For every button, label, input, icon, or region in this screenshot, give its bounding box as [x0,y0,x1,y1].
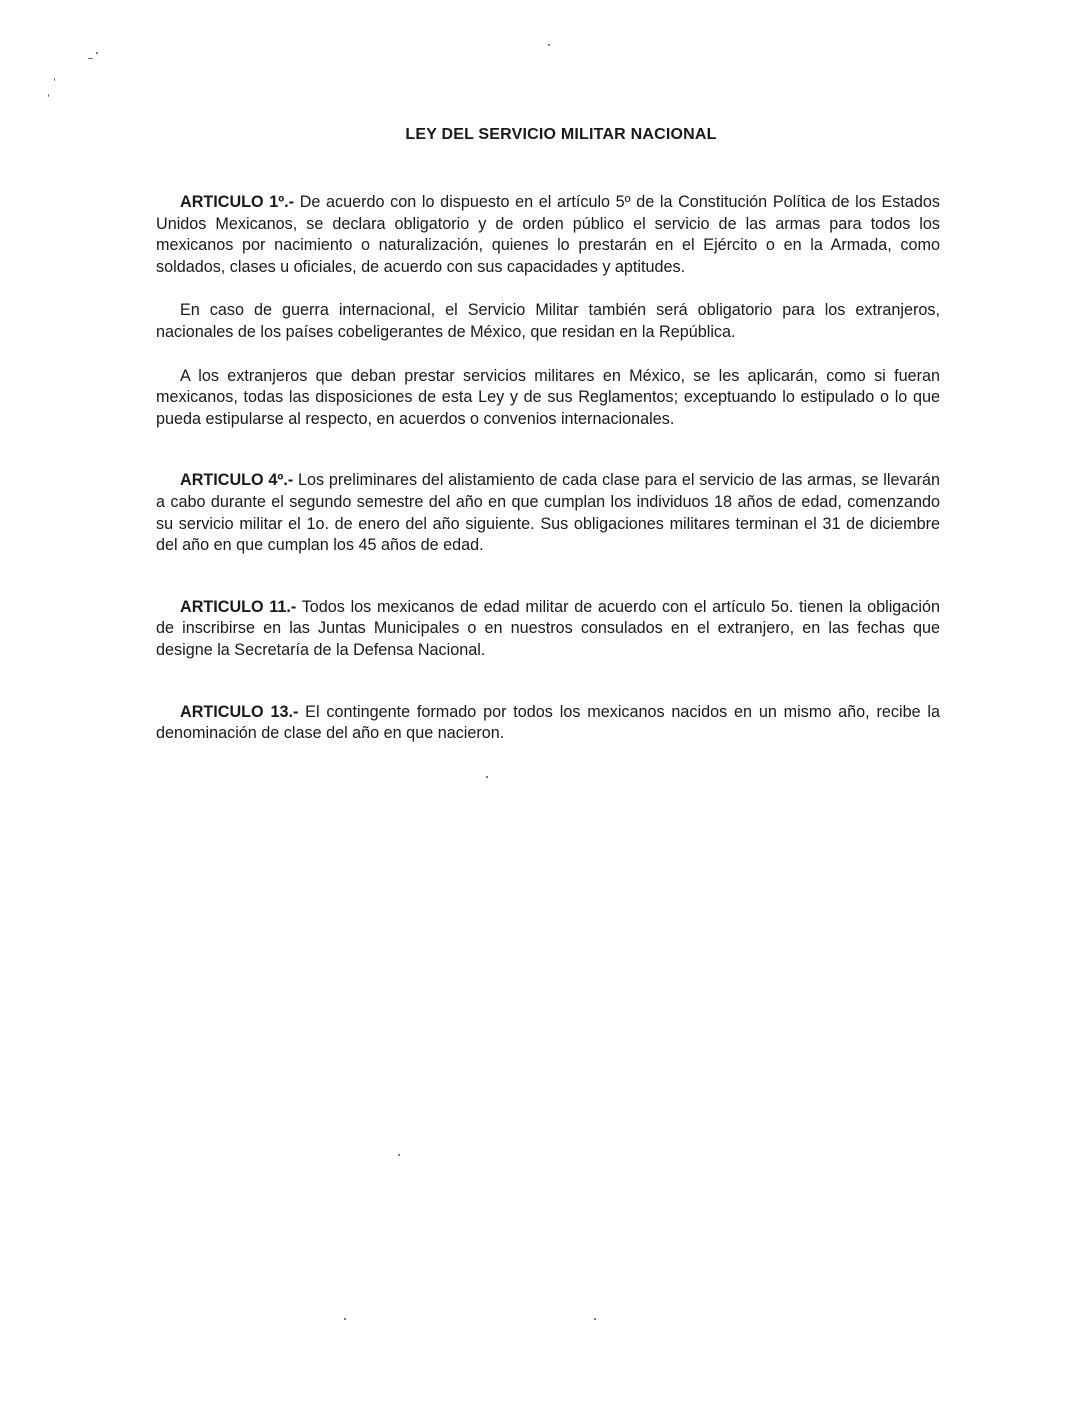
article-1-paragraph-1 [156,192,940,278]
article-13-label: ARTICULO 13.- [180,702,299,721]
scan-speck [48,94,49,97]
scan-speck [398,1154,400,1156]
article-1-text-1: De acuerdo con lo dispuesto en el artículo 5º de la Constitución Política de los Estados Unidos Mexicanos, se declara obligatorio y de orden público el servicio de las armas para todos los mexicanos por nacimiento o naturalización, quienes lo prestarán en el Ejército o en la Armada, como soldados, clases u oficiales, de acuerdo con sus capacidades y aptitudes. [156,193,940,276]
scan-speck [96,52,98,54]
article-13-paragraph-1 [156,702,940,745]
scan-speck [594,1318,596,1320]
article-11-paragraph-1 [156,597,940,662]
article-1-paragraph-2: En caso de guerra internacional, el Servicio Militar también será obligatorio para los extranjeros, nacionales de los países cobeligerantes de México, que residan en la República. [156,301,940,341]
scan-speck [54,78,55,81]
article-11-label: ARTICULO 11.- [180,597,297,616]
article-11-text-1: Todos los mexicanos de edad militar de acuerdo con el artículo 5o. tienen la obligación de inscribirse en las Juntas Municipales o en nuestros consulados en el extranjero, en las fechas que designe la Secretaría de la Defensa Nacional. [156,597,941,659]
document-title: LEY DEL SERVICIO MILITAR NACIONAL [405,126,717,143]
article-1-label: ARTICULO 1º.- [180,193,295,211]
article-4-paragraph-1 [156,470,940,556]
scan-speck [88,58,93,59]
article-4-text-1: Los preliminares del alistamiento de cada clase para el servicio de las armas, se llevarán a cabo durante el segundo semestre del año en que cumplan los individuos 18 años de edad, comenzando su servicio militar el 1o. de enero del año siguiente. Sus obligaciones militares terminan el 31 de diciembre del año en que cumplan los 45 años de edad. [156,471,940,555]
scan-speck [344,1318,346,1320]
article-4-label: ARTICULO 4º.- [180,471,294,490]
scan-speck [548,44,550,46]
document-body [156,192,940,745]
scan-speck [486,776,488,778]
article-13-text-1: El contingente formado por todos los mexicanos nacidos en un mismo año, recibe la denominación de clase del año en que nacieron. [156,702,940,743]
article-1-paragraph-3: A los extranjeros que deban prestar servicios militares en México, se les aplicarán, como si fueran mexicanos, todas las disposiciones de esta Ley y de sus Reglamentos; exceptuando lo estipulado o lo que pueda estipularse al respecto, en acuerdos o convenios internacionales. [156,366,940,428]
